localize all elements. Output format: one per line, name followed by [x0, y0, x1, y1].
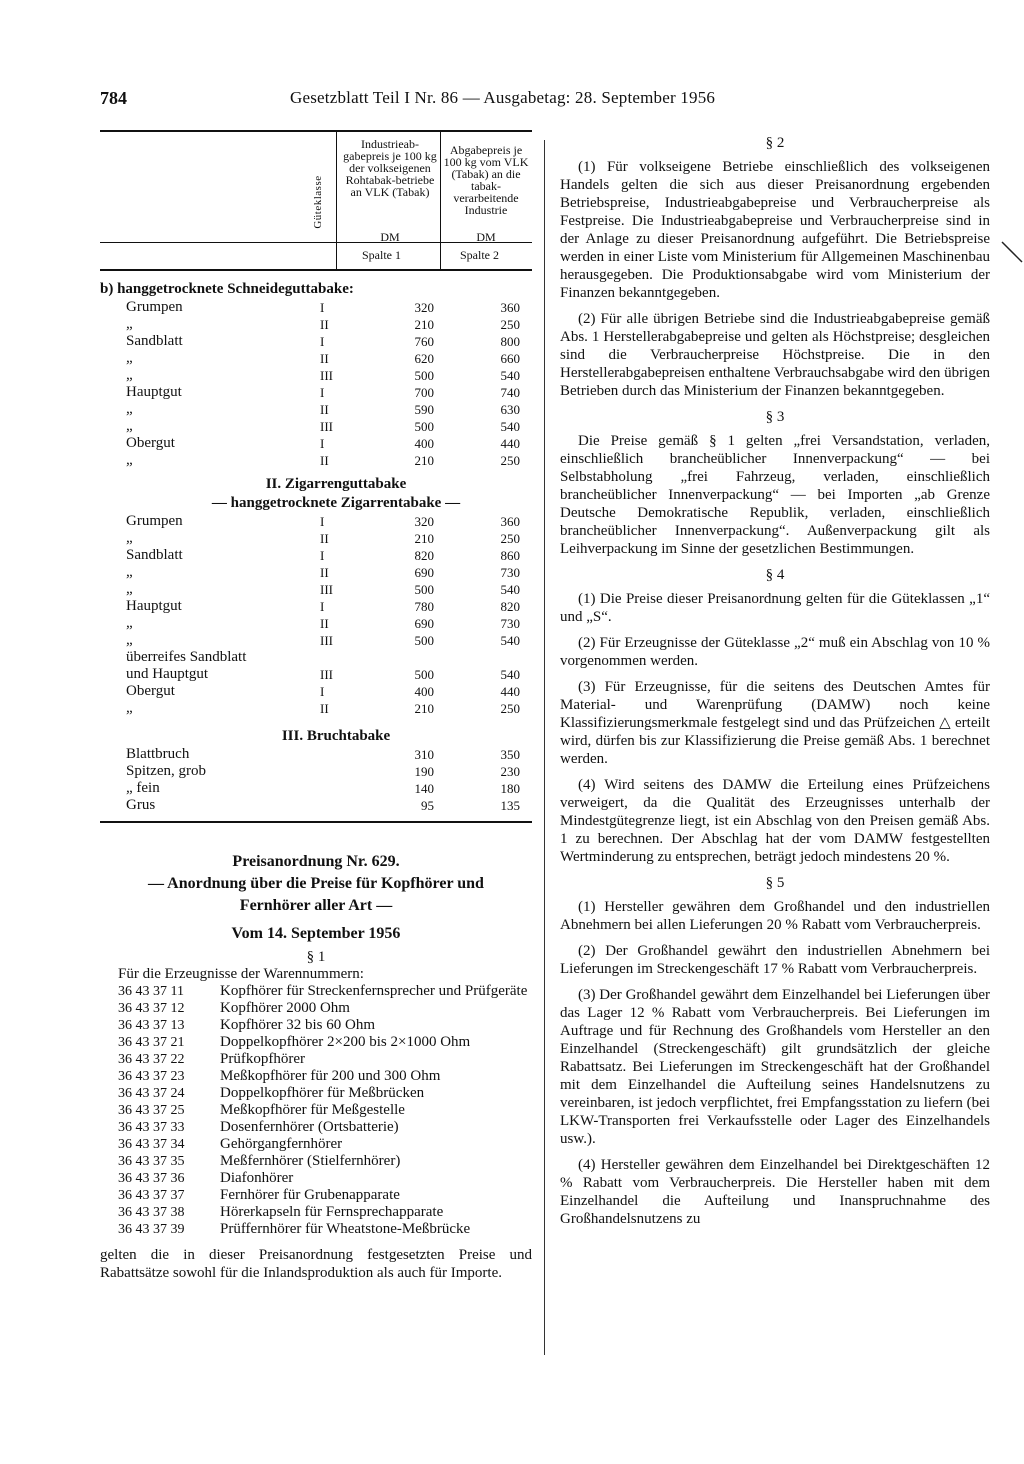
paragraph-5-1: (1) Hersteller gewähren dem Großhandel und den industriellen Abnehmern bei allen Lieferungen 20 % Rabatt vom Verbraucherpreis. — [560, 899, 990, 933]
row-value1: 590 — [414, 402, 434, 417]
list-item — [100, 1119, 532, 1136]
row-value1: 320 — [414, 300, 434, 315]
table-row — [100, 351, 532, 368]
row-name: „ — [126, 401, 133, 417]
row-class: II — [320, 351, 329, 366]
right-column — [560, 130, 990, 1236]
row-name: „ — [126, 367, 133, 383]
column1-header: Industrieab-gabepreis je 100 kg der volkseigenen Rohtabak-betriebe an VLK (Tabak) — [343, 137, 437, 199]
row-class: III — [320, 419, 333, 434]
item-description: Fernhörer für Grubenapparate — [220, 1187, 400, 1203]
row-name: „ — [126, 530, 133, 546]
row-value2: 250 — [500, 531, 520, 546]
item-number: 36 43 37 13 — [118, 1018, 185, 1033]
column-divider — [336, 243, 337, 269]
row-value2: 250 — [500, 317, 520, 332]
row-name: und Hauptgut — [126, 666, 209, 682]
table-row — [100, 701, 532, 718]
row-value1: 500 — [414, 633, 434, 648]
row-class: I — [320, 599, 325, 614]
item-description: Meßfernhörer (Stielfernhörer) — [220, 1153, 401, 1169]
row-value2: 730 — [500, 565, 520, 580]
item-number: 36 43 37 23 — [118, 1069, 185, 1084]
row-value2: 135 — [500, 798, 520, 813]
paragraph-4-2: (2) Für Erzeugnisse der Güteklasse „2“ muß ein Abschlag von 10 % vorgenommen werden. — [560, 635, 990, 669]
row-value2: 440 — [500, 684, 520, 699]
table-row — [100, 667, 532, 684]
row-value2: 660 — [500, 351, 520, 366]
list-item — [100, 1221, 532, 1238]
row-value1: 95 — [421, 798, 434, 813]
row-class: III — [320, 582, 333, 597]
item-description: Prüffernhörer für Wheatstone-Meßbrücke — [220, 1221, 471, 1237]
row-name: „ — [126, 632, 133, 648]
row-value1: 820 — [414, 548, 434, 563]
row-value1: 620 — [414, 351, 434, 366]
table-row — [100, 453, 532, 470]
row-class: II — [320, 701, 329, 716]
row-value1: 210 — [414, 701, 434, 716]
row-class: II — [320, 565, 329, 580]
row-class: I — [320, 334, 325, 349]
column-rule — [544, 140, 545, 1355]
item-number: 36 43 37 24 — [118, 1086, 185, 1101]
paragraph-5-3: (3) Der Großhandel gewährt dem Einzelhandel bei Lieferungen über das Lager 12 % Rabatt vom Verbraucherpreis. Bei Lieferungen im Auftrage und für Rechnung des Großhandels vom Hersteller an den Einzelhandel (Streckengeschäft) gilt grundsätzlich der gleiche Rabattsatz. Bei Lieferungen im Streckengeschäft hat der Großhandel mit dem Einzelhandel die Aufteilung seines Handelsnutzens zu vereinbaren, ist jedoch verpflichtet, frei Empfangsstation zu liefern (bei LKW-Transporten frei Verkaufsstelle oder Lager des Einzelhandels usw.). — [560, 987, 990, 1147]
row-class: II — [320, 453, 329, 468]
column2-header: Abgabepreis je 100 kg vom VLK (Tabak) an die tabak-verarbeitende Industrie — [443, 143, 529, 217]
row-name: „ — [126, 418, 133, 434]
row-class: II — [320, 531, 329, 546]
spalte-row — [100, 243, 532, 269]
column1-unit: DM — [380, 230, 400, 244]
margin-mark-icon — [1000, 240, 1024, 264]
section-2-heading: II. Zigarrenguttabake — [265, 476, 407, 492]
row-value2: 540 — [500, 667, 520, 682]
row-value1: 500 — [414, 368, 434, 383]
item-number: 36 43 37 34 — [118, 1137, 185, 1152]
row-value1: 400 — [414, 684, 434, 699]
row-class: II — [320, 616, 329, 631]
page-number: 784 — [100, 88, 127, 108]
row-value1: 320 — [414, 514, 434, 529]
spalte1-label: Spalte 1 — [362, 248, 401, 262]
row-value2: 540 — [500, 368, 520, 383]
table-body-rule — [100, 269, 532, 271]
item-number: 36 43 37 35 — [118, 1154, 185, 1169]
row-name: Spitzen, grob — [126, 763, 206, 779]
paragraph-3-heading: § 3 — [765, 409, 785, 425]
list-item — [100, 1068, 532, 1085]
row-name: „ — [126, 316, 133, 332]
row-value2: 180 — [500, 781, 520, 796]
row-class: I — [320, 548, 325, 563]
row-name: „ — [126, 700, 133, 716]
ordinance-title-line: — Anordnung über die Preise für Kopfhörer und — [148, 875, 484, 892]
item-number: 36 43 37 39 — [118, 1222, 185, 1237]
row-value2: 230 — [500, 764, 520, 779]
paragraph-4-3: (3) Für Erzeugnisse, für die seitens des Deutschen Amtes für Material- und Warenprüfung (DAMW) noch keine Klassifizierungsmerkmale festgelegt sind und das Prüfzeichen △ erteilt wird, dürfen bis zur Klassifizierung die Preise gemäß Abs. 1 berechnet werden. — [560, 679, 990, 767]
table-row — [100, 368, 532, 385]
row-name: überreifes Sandblatt — [126, 649, 247, 665]
item-number: 36 43 37 36 — [118, 1171, 185, 1186]
row-value2: 360 — [500, 300, 520, 315]
table-row — [100, 300, 532, 317]
table-header — [100, 132, 532, 242]
row-value1: 500 — [414, 582, 434, 597]
column-divider — [336, 132, 337, 242]
row-name: Obergut — [126, 435, 175, 451]
item-description: Kopfhörer für Streckenfernsprecher und Prüfgeräte — [220, 983, 528, 999]
gueteklasse-label: Güteklasse — [312, 175, 324, 229]
row-value2: 740 — [500, 385, 520, 400]
row-name: Obergut — [126, 683, 175, 699]
table-row — [100, 385, 532, 402]
row-class: II — [320, 317, 329, 332]
ordinance-date: Vom 14. September 1956 — [231, 925, 401, 942]
row-value2: 440 — [500, 436, 520, 451]
table-row — [100, 616, 532, 633]
item-description: Doppelkopfhörer 2×200 bis 2×1000 Ohm — [220, 1034, 471, 1050]
row-name: „ — [126, 564, 133, 580]
header-title: Gesetzblatt Teil I Nr. 86 — Ausgabetag: 28. September 1956 — [290, 88, 716, 107]
item-description: Kopfhörer 2000 Ohm — [220, 1000, 350, 1016]
row-value1: 500 — [414, 419, 434, 434]
ordinance-closing: gelten die in dieser Preisanordnung festgesetzten Preise und Rabattsätze sowohl für die Inlandsproduktion als auch für Importe. — [100, 1247, 532, 1281]
gueteklasse-header — [312, 164, 336, 240]
column-divider — [440, 243, 441, 269]
list-item — [100, 1000, 532, 1017]
product-list-intro: Für die Erzeugnisse der Warennummern: — [118, 966, 364, 982]
section-2-subheading: — hanggetrocknete Zigarrentabake — — [211, 495, 461, 511]
row-name: Grumpen — [126, 299, 183, 315]
item-number: 36 43 37 33 — [118, 1120, 185, 1135]
row-name: „ fein — [126, 780, 160, 796]
row-value1: 690 — [414, 616, 434, 631]
row-class: I — [320, 436, 325, 451]
paragraph-3-1: Die Preise gemäß § 1 gelten „frei Versandstation, verladen, einschließlich brancheüblicher Innenverpackung“ — bei Selbstabholung „frei Fahrzeug, verladen, einschließlich brancheüblicher Innenverpackung“ — bei Importen „ab Grenze Deutsche Demokratische Republik, verladen, einschließlich brancheüblicher Innenverpackung“. Außenverpackung gilt als Leihverpackung im Sinne der gesetzlichen Bestimmungen. — [560, 433, 990, 557]
row-value1: 210 — [414, 453, 434, 468]
product-list — [100, 983, 532, 1238]
paragraph-2-2: (2) Für alle übrigen Betriebe sind die Industrieabgabepreise gemäß Abs. 1 Herstellerabgabepreise und gelten als Höchstpreise; desgleichen sind die Verbraucherpreise Höchstpreise. Die in den Herstellerabgabepreisen enthaltene Verbrauchsabgabe wird den übrigen Betrieben durch das Ministerium der Finanzen bekanntgegeben. — [560, 311, 990, 399]
row-name: Hauptgut — [126, 598, 182, 614]
table-row — [100, 781, 532, 798]
row-value2: 360 — [500, 514, 520, 529]
row-value1: 310 — [414, 747, 434, 762]
table-row — [100, 548, 532, 565]
row-value2: 820 — [500, 599, 520, 614]
row-name: Sandblatt — [126, 547, 183, 563]
item-description: Gehörgangfernhörer — [220, 1136, 343, 1152]
list-item — [100, 1051, 532, 1068]
row-value1: 210 — [414, 317, 434, 332]
row-name: Hauptgut — [126, 384, 182, 400]
paragraph-5-2: (2) Der Großhandel gewährt den industriellen Abnehmern bei Lieferungen im Streckengeschäft 17 % Rabatt vom Verbraucherpreis. — [560, 943, 990, 977]
table-bottom-rule — [100, 821, 532, 823]
item-description: Hörerkapseln für Fernsprechapparate — [220, 1204, 444, 1220]
row-value2: 800 — [500, 334, 520, 349]
row-class: I — [320, 684, 325, 699]
item-description: Meßkopfhörer für 200 und 300 Ohm — [220, 1068, 441, 1084]
table-row — [100, 764, 532, 781]
list-item — [100, 1187, 532, 1204]
row-name: „ — [126, 615, 133, 631]
row-class: III — [320, 368, 333, 383]
row-value2: 730 — [500, 616, 520, 631]
list-item — [100, 1153, 532, 1170]
table-row — [100, 650, 532, 667]
row-value2: 540 — [500, 419, 520, 434]
section-b-rows — [100, 300, 532, 470]
table-row — [100, 419, 532, 436]
row-value1: 190 — [414, 764, 434, 779]
item-description: Meßkopfhörer für Meßgestelle — [220, 1102, 405, 1118]
list-item — [100, 1102, 532, 1119]
paragraph-2-1: (1) Für volkseigene Betriebe einschließlich des volkseigenen Handels gelten die sich aus dieser Preisanordnung ergebenden Betriebspreise, Industrieabgabepreise und Verbraucherpreise als Festpreise. Die Industrieabgabepreise und Verbraucherpreise sind in der Anlage zu dieser Preisanordnung aufgeführt. Die Betriebspreise werden in einer Liste vom Ministerium für Allgemeinen Maschinenbau herausgegeben. Die Produktionsabgabe wird vom Ministerium der Finanzen bekanntgegeben. — [560, 159, 990, 301]
row-value2: 250 — [500, 453, 520, 468]
paragraph-4-1: (1) Die Preise dieser Preisanordnung gelten für die Güteklassen „1“ und „S“. — [560, 591, 990, 625]
paragraph-5-heading: § 5 — [765, 875, 785, 891]
table-row — [100, 334, 532, 351]
column2-unit: DM — [476, 230, 496, 244]
item-number: 36 43 37 38 — [118, 1205, 185, 1220]
row-value2: 250 — [500, 701, 520, 716]
item-number: 36 43 37 37 — [118, 1188, 185, 1203]
table-row — [100, 531, 532, 548]
list-item — [100, 1136, 532, 1153]
row-name: Grumpen — [126, 513, 183, 529]
table-row — [100, 402, 532, 419]
page-header — [100, 88, 1020, 112]
row-name: Blattbruch — [126, 746, 190, 762]
table-row — [100, 798, 532, 815]
list-item — [100, 983, 532, 1000]
item-number: 36 43 37 25 — [118, 1103, 185, 1118]
item-description: Prüfkopfhörer — [220, 1051, 305, 1067]
section-3-rows — [100, 747, 532, 815]
row-value1: 760 — [414, 334, 434, 349]
section-b-heading: b) hanggetrocknete Schneideguttabake: — [100, 281, 354, 297]
list-item — [100, 1085, 532, 1102]
table-row — [100, 633, 532, 650]
list-item — [100, 1170, 532, 1187]
paragraph-4-heading: § 4 — [765, 567, 785, 583]
row-value1: 210 — [414, 531, 434, 546]
table-row — [100, 684, 532, 701]
left-column — [100, 130, 532, 1282]
table-row — [100, 514, 532, 531]
row-class: II — [320, 402, 329, 417]
row-value1: 780 — [414, 599, 434, 614]
item-number: 36 43 37 12 — [118, 1001, 185, 1016]
paragraph-5-4: (4) Hersteller gewähren dem Einzelhandel bei Direktgeschäften 12 % Rabatt vom Verbraucherpreis. Die Hersteller haben mit dem Einzelhandel die Aufteilung und Inanspruchnahme des Großhandelsnutzens zu — [560, 1157, 990, 1227]
row-class: III — [320, 633, 333, 648]
row-value2: 540 — [500, 633, 520, 648]
list-item — [100, 1017, 532, 1034]
table-row — [100, 436, 532, 453]
table-row — [100, 582, 532, 599]
row-value1: 700 — [414, 385, 434, 400]
row-class: I — [320, 514, 325, 529]
row-value1: 140 — [414, 781, 434, 796]
row-name: Grus — [126, 797, 156, 813]
row-name: „ — [126, 581, 133, 597]
table-row — [100, 565, 532, 582]
ordinance-title — [100, 851, 532, 917]
table-row — [100, 599, 532, 616]
list-item — [100, 1204, 532, 1221]
item-description: Kopfhörer 32 bis 60 Ohm — [220, 1017, 375, 1033]
row-value2: 860 — [500, 548, 520, 563]
item-number: 36 43 37 22 — [118, 1052, 185, 1067]
row-value1: 500 — [414, 667, 434, 682]
item-description: Doppelkopfhörer für Meßbrücken — [220, 1085, 425, 1101]
spalte2-label: Spalte 2 — [460, 248, 499, 262]
row-name: „ — [126, 350, 133, 366]
section-2b-rows — [100, 684, 532, 718]
list-item — [100, 1034, 532, 1051]
ordinance-title-line: Fernhörer aller Art — — [239, 897, 393, 914]
ordinance-title-line: Preisanordnung Nr. 629. — [232, 853, 400, 870]
item-description: Diafonhörer — [220, 1170, 294, 1186]
section-3-heading: III. Bruchtabake — [281, 728, 391, 744]
item-number: 36 43 37 11 — [118, 984, 184, 999]
row-class: III — [320, 667, 333, 682]
item-description: Dosenfernhörer (Ortsbatterie) — [220, 1119, 399, 1135]
row-value1: 690 — [414, 565, 434, 580]
paragraph-2-heading: § 2 — [765, 135, 785, 151]
paragraph-4-4: (4) Wird seitens des DAMW die Erteilung eines Prüfzeichens verweigert, da die Qualität des Erzeugnisses unterhalb der Mindestgütegrenze liegt, ist ein Abschlag von den Preisen gemäß Abs. 1 zu berechnen. Der Abschlag hat der vom DAMW festgestellten Wertminderung zu entsprechen, beträgt jedoch mindestens 20 %. — [560, 777, 990, 865]
row-class: I — [320, 385, 325, 400]
row-value2: 350 — [500, 747, 520, 762]
section-2-rows — [100, 514, 532, 650]
table-row — [100, 317, 532, 334]
row-name: „ — [126, 452, 133, 468]
item-number: 36 43 37 21 — [118, 1035, 185, 1050]
row-value2: 630 — [500, 402, 520, 417]
row-value2: 540 — [500, 582, 520, 597]
row-value1: 400 — [414, 436, 434, 451]
row-class: I — [320, 300, 325, 315]
paragraph-1-heading: § 1 — [306, 949, 326, 965]
row-name: Sandblatt — [126, 333, 183, 349]
table-row — [100, 747, 532, 764]
